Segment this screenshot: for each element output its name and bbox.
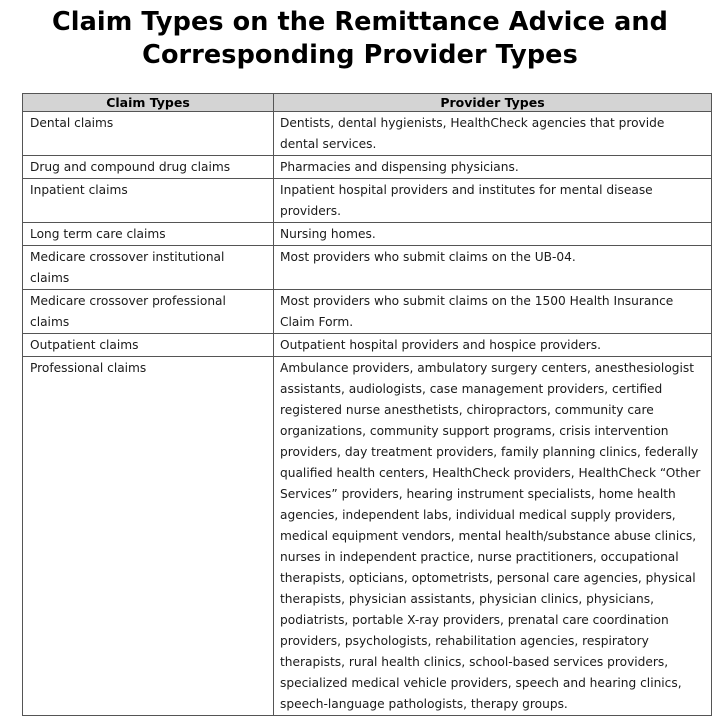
table-row [23,357,712,716]
column-header-provider-types: Provider Types [274,94,712,112]
provider-types-cell: Ambulance providers, ambulatory surgery centers, anesthesiologist assistants, audiologists, case management providers, certified registered nurse anesthetists, chiropractors, community care organizations, community support programs, crisis intervention providers, day treatment providers, family planning clinics, federally qualified health centers, HealthCheck providers, HealthCheck “Other Services” providers, hearing instrument specialists, home health agencies, independent labs, individual medical supply providers, medical equipment vendors, mental health/substance abuse clinics, nurses in independent practice, nurse practitioners, occupational therapists, opticians, optometrists, personal care agencies, physical therapists, physician assistants, physician clinics, physicians, podiatrists, portable X-ray providers, prenatal care coordination providers, psychologists, rehabilitation agencies, respiratory therapists, rural health clinics, school-based services providers, specialized medical vehicle providers, speech and hearing clinics, speech-language pathologists, therapy groups. [274,357,712,716]
provider-types-cell: Nursing homes. [274,223,712,246]
provider-types-cell: Pharmacies and dispensing physicians. [274,156,712,179]
claim-type-cell: Medicare crossover institutional claims [23,246,274,290]
table-row [23,179,712,223]
provider-types-cell: Most providers who submit claims on the 1500 Health Insurance Claim Form. [274,290,712,334]
claim-type-cell: Outpatient claims [23,334,274,357]
column-header-claim-types: Claim Types [23,94,274,112]
page-title-line-1: Claim Types on the Remittance Advice and [51,7,669,37]
provider-types-cell: Inpatient hospital providers and institutes for mental disease providers. [274,179,712,223]
page-title [0,6,720,72]
claim-type-cell: Inpatient claims [23,179,274,223]
claim-types-table [22,93,712,716]
table-row [23,223,712,246]
table-row [23,334,712,357]
table-row [23,112,712,156]
table-row [23,246,712,290]
provider-types-cell: Most providers who submit claims on the UB-04. [274,246,712,290]
claim-type-cell: Long term care claims [23,223,274,246]
table-row [23,156,712,179]
page-title-line-2: Corresponding Provider Types [142,40,578,70]
provider-types-cell: Dentists, dental hygienists, HealthCheck agencies that provide dental services. [274,112,712,156]
claim-type-cell: Dental claims [23,112,274,156]
table-row [23,290,712,334]
claim-type-cell: Medicare crossover professional claims [23,290,274,334]
provider-types-cell: Outpatient hospital providers and hospice providers. [274,334,712,357]
claim-type-cell: Drug and compound drug claims [23,156,274,179]
claim-type-cell: Professional claims [23,357,274,716]
table-header-row [23,94,712,112]
